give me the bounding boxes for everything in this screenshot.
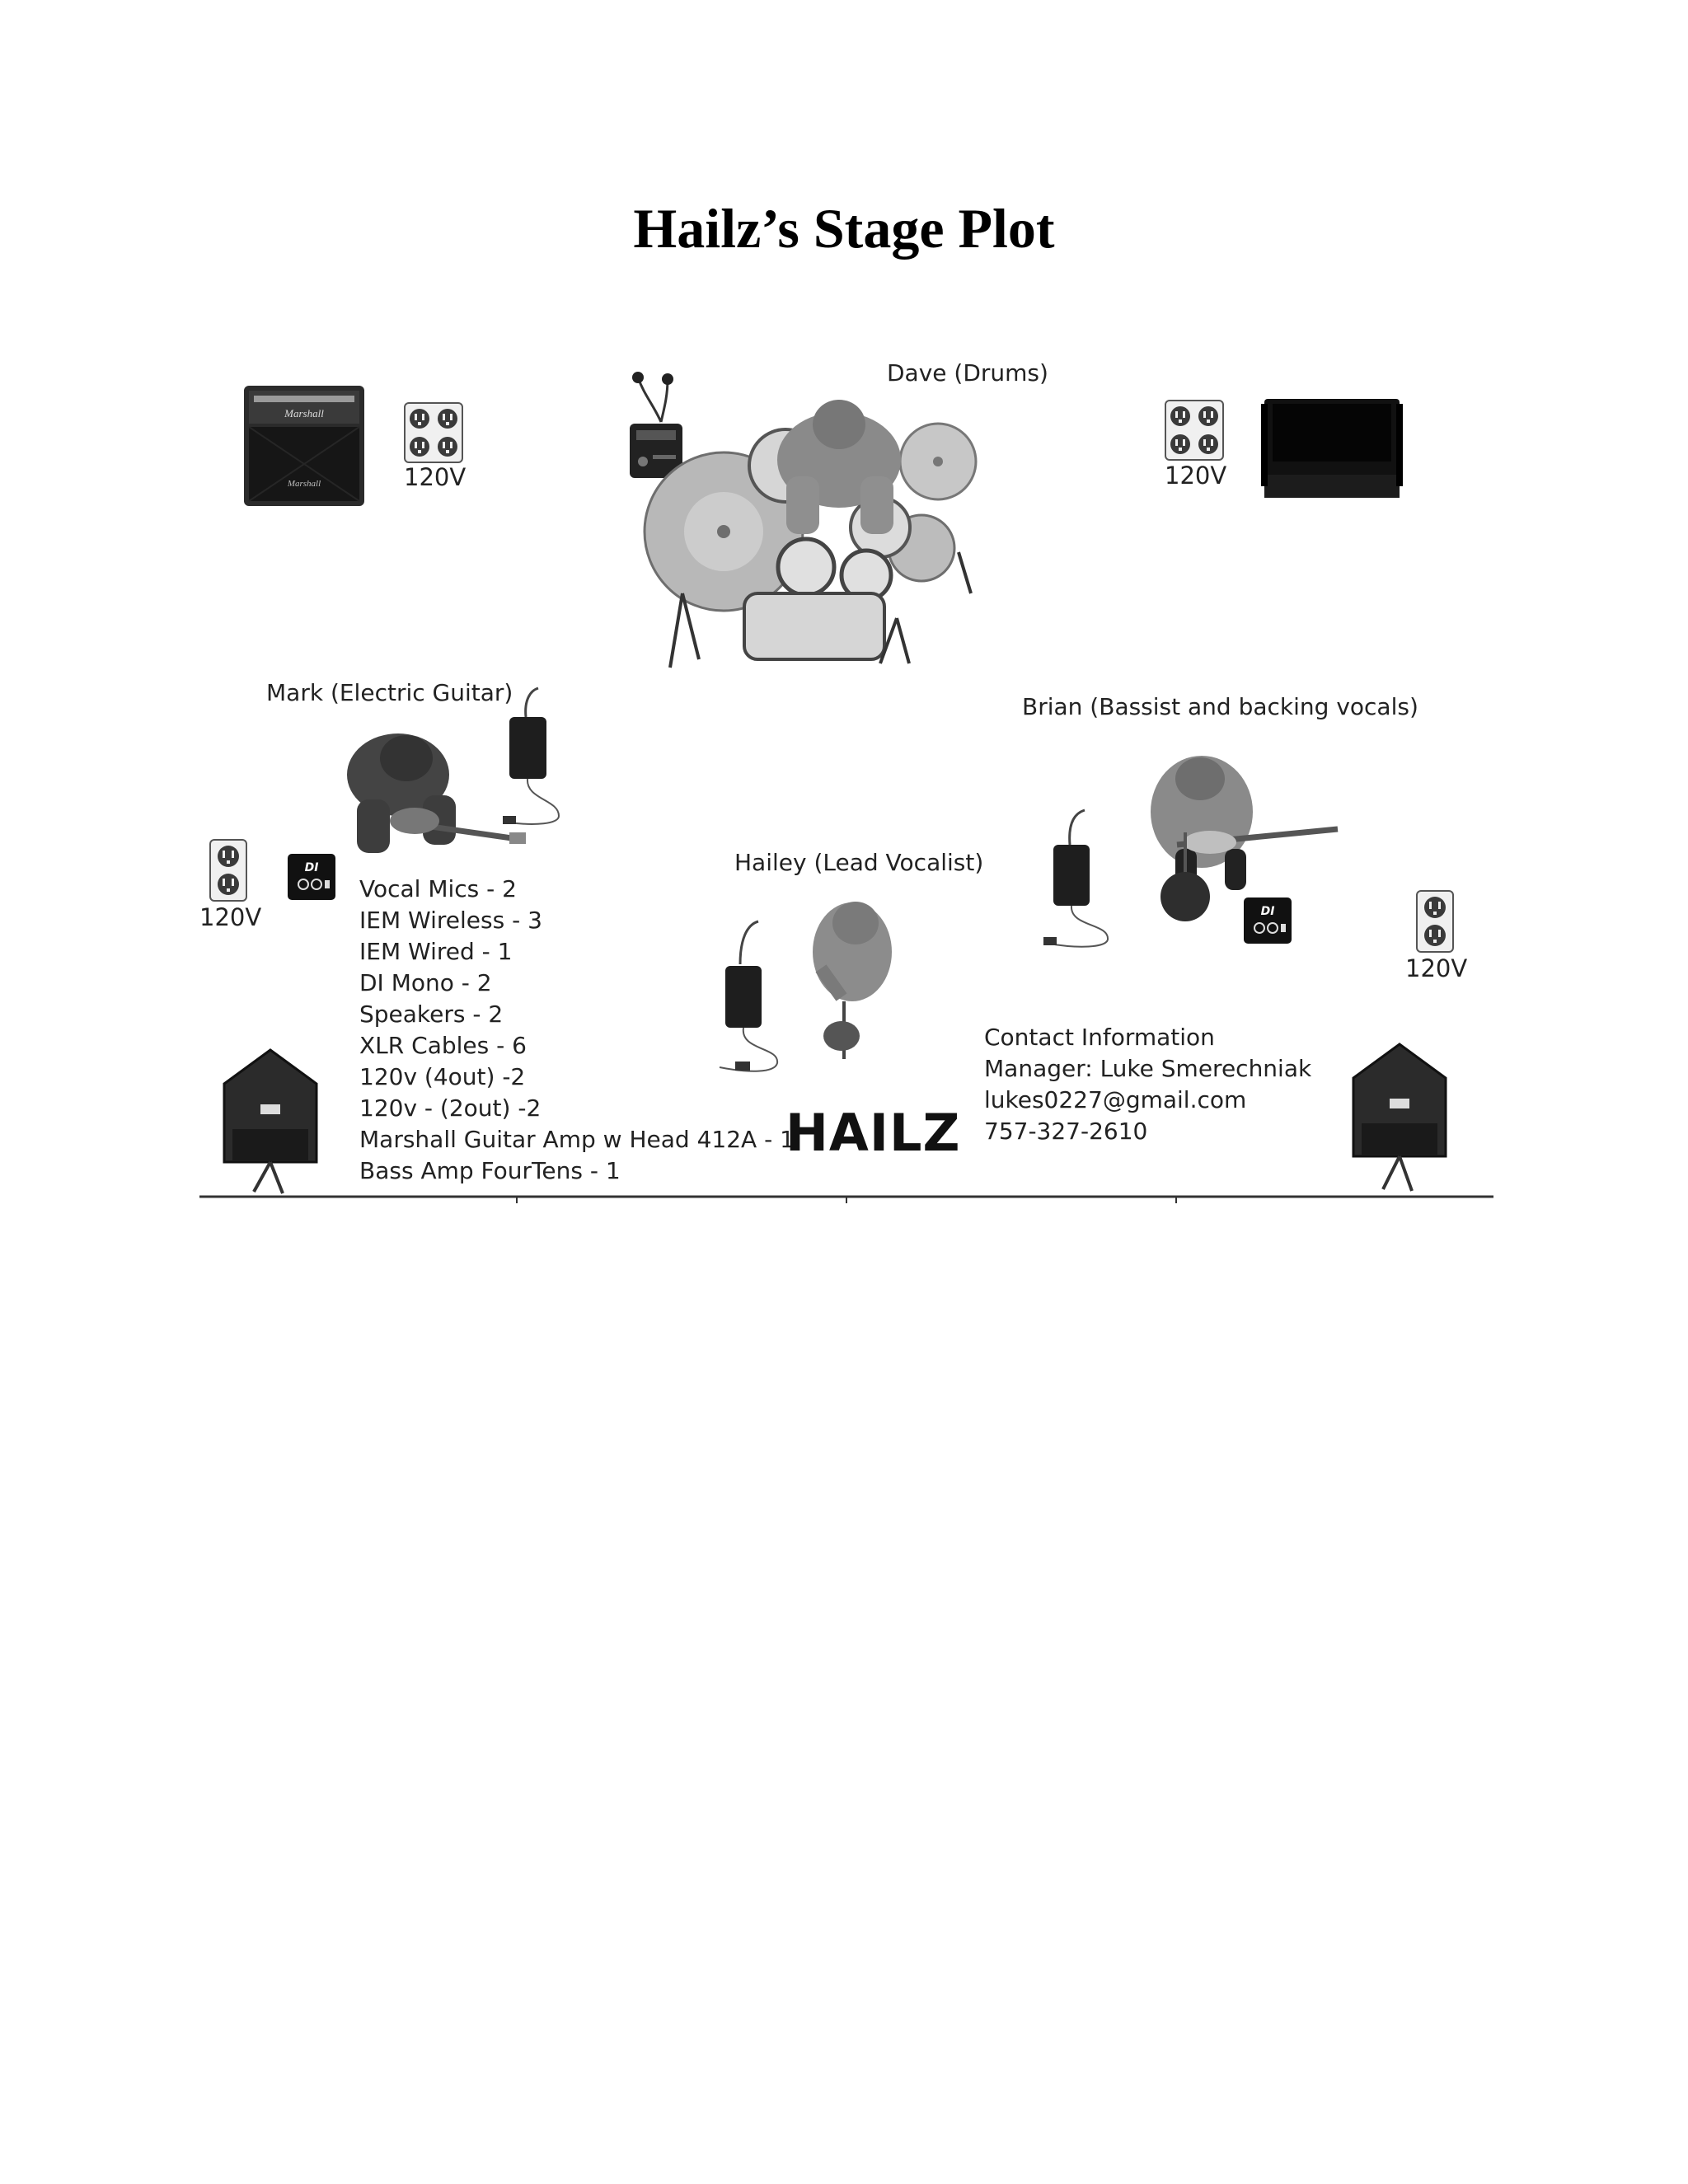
list-item: 120v - (2out) -2 xyxy=(359,1094,542,1122)
outlet-voltage-label: 120V xyxy=(1405,954,1468,982)
vocalist-figure-icon xyxy=(796,894,903,1069)
di-box-icon xyxy=(287,853,336,901)
contact-phone: 757-327-2610 xyxy=(984,1118,1148,1145)
stage-front-edge xyxy=(199,1195,1493,1205)
di-label: DI xyxy=(304,861,319,874)
list-item: XLR Cables - 6 xyxy=(359,1032,527,1059)
amp-brand-label: Marshall xyxy=(284,407,324,419)
duplex-outlet-icon xyxy=(209,839,247,902)
wireless-pack-icon xyxy=(493,684,567,828)
wireless-pack-icon xyxy=(1037,804,1115,952)
vocalist-label: Hailey (Lead Vocalist) xyxy=(734,849,984,876)
bassist-label: Brian (Bassist and backing vocals) xyxy=(1022,693,1418,720)
quad-outlet-icon xyxy=(404,402,463,463)
list-item: Vocal Mics - 2 xyxy=(359,875,517,902)
quad-outlet-icon xyxy=(1165,400,1224,461)
di-box-icon xyxy=(1243,897,1292,944)
list-item: IEM Wired - 1 xyxy=(359,938,513,965)
contact-email: lukes0227@gmail.com xyxy=(984,1086,1247,1113)
outlet-voltage-label: 120V xyxy=(199,903,262,931)
contact-heading: Contact Information xyxy=(984,1024,1215,1051)
wireless-pack-icon xyxy=(707,915,786,1076)
band-logo: HAILZ xyxy=(785,1103,961,1163)
duplex-outlet-icon xyxy=(1416,890,1454,953)
list-item: 120v (4out) -2 xyxy=(359,1063,526,1090)
drum-kit-icon xyxy=(633,379,987,676)
bass-amp-icon xyxy=(1261,396,1403,501)
page-title: Hailz’s Stage Plot xyxy=(633,197,1055,260)
di-label: DI xyxy=(1260,905,1275,918)
guitarist-label: Mark (Electric Guitar) xyxy=(266,679,513,706)
outlet-voltage-label: 120V xyxy=(1165,462,1227,490)
amp-cab-brand-label: Marshall xyxy=(287,479,321,489)
mic-stand-icon xyxy=(1152,832,1218,923)
list-item: Marshall Guitar Amp w Head 412A - 1 xyxy=(359,1126,795,1153)
outlet-voltage-label: 120V xyxy=(404,463,467,491)
monitor-speaker-icon xyxy=(221,1047,320,1195)
list-item: Bass Amp FourTens - 1 xyxy=(359,1157,621,1184)
contact-manager: Manager: Luke Smerechniak xyxy=(984,1055,1312,1082)
marshall-amp-icon xyxy=(242,384,366,508)
list-item: IEM Wireless - 3 xyxy=(359,907,542,934)
list-item: Speakers - 2 xyxy=(359,1001,504,1028)
list-item: DI Mono - 2 xyxy=(359,969,492,996)
contact-info xyxy=(984,1022,1311,1147)
drummer-label: Dave (Drums) xyxy=(887,359,1048,387)
stage-plot xyxy=(196,338,1494,1199)
monitor-speaker-icon xyxy=(1350,1041,1449,1194)
